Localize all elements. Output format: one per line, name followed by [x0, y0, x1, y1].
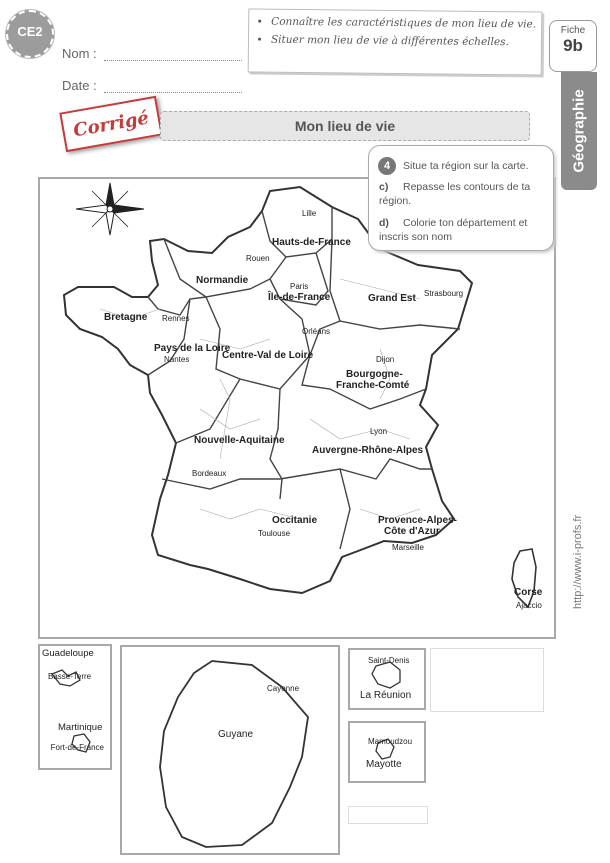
mayotte-map-frame	[348, 721, 426, 783]
fiche-label: Fiche	[560, 25, 586, 36]
city-label: Ajaccio	[516, 601, 542, 610]
city-label: Strasbourg	[424, 289, 464, 298]
city-label: Basse-Terre	[48, 672, 92, 681]
corrige-stamp	[59, 96, 162, 152]
region-label: Normandie	[196, 275, 249, 286]
region-label: Nouvelle-Aquitaine	[194, 435, 285, 446]
territory-label: Martinique	[58, 722, 103, 733]
city-label: Orléans	[302, 327, 331, 336]
antilles-map-frame	[38, 644, 112, 770]
city-label: Rouen	[246, 254, 270, 263]
city-label: Mamoudzou	[368, 737, 413, 746]
objective-item: • Connaître les caractéristiques de mon lieu de vie.	[271, 16, 541, 31]
region-label: Provence-Alpes-	[378, 515, 457, 526]
level-badge: CE2	[6, 10, 54, 58]
region-label: Centre-Val de Loire	[222, 350, 314, 361]
region-label: Corse	[514, 587, 543, 598]
region-label: Occitanie	[272, 515, 318, 526]
instruction-item: Situe ta région sur la carte.	[403, 160, 529, 172]
region-label: Île-de-France	[268, 292, 331, 303]
territory-label: Guyane	[218, 729, 254, 740]
reunion-outline	[372, 662, 400, 688]
fiche-number: 9b	[563, 36, 583, 55]
empty-frame	[430, 648, 544, 712]
website-url: http://www.i-profs.fr	[572, 514, 584, 609]
subject-tab	[561, 72, 597, 190]
compass-rose-icon	[76, 183, 144, 235]
city-label: Rennes	[162, 314, 190, 323]
region-label: Côte d'Azur	[384, 526, 440, 537]
territory-label: Mayotte	[366, 759, 402, 770]
date-label: Date :	[62, 78, 97, 93]
city-label: Saint-Denis	[368, 656, 410, 665]
region-label: Grand Est	[368, 293, 416, 304]
instruction-item: c) Repasse les contours de ta région.	[379, 181, 531, 207]
name-field[interactable]	[104, 48, 242, 61]
region-label: Hauts-de-France	[272, 237, 351, 248]
region-label: Pays de la Loire	[154, 343, 231, 354]
city-label: Marseille	[392, 543, 425, 552]
objectives-note	[248, 8, 543, 75]
fiche-box	[549, 20, 597, 72]
city-label: Nantes	[164, 355, 190, 364]
corrige-text: Corrigé	[71, 107, 151, 141]
city-label: Cayenne	[267, 684, 300, 693]
objective-item: • Situer mon lieu de vie à différentes échelles.	[271, 34, 541, 49]
city-label: Fort-de-France	[50, 743, 104, 752]
date-field[interactable]	[104, 80, 242, 93]
subject-label: Géographie	[570, 89, 588, 173]
reunion-map-frame	[348, 648, 426, 710]
city-label: Paris	[290, 282, 309, 291]
region-label: Auvergne-Rhône-Alpes	[312, 445, 424, 456]
region-label: Franche-Comté	[336, 380, 410, 391]
page-title: Mon lieu de vie	[160, 111, 530, 141]
region-label: Bourgogne-	[346, 369, 403, 380]
corsica-outline	[512, 549, 536, 607]
guyane-map-frame	[120, 645, 340, 855]
name-label: Nom :	[62, 46, 97, 61]
city-label: Lyon	[370, 427, 388, 436]
territory-label: Guadeloupe	[42, 648, 94, 659]
territory-label: La Réunion	[360, 690, 412, 701]
region-label: Bretagne	[104, 312, 148, 323]
city-label: Toulouse	[258, 529, 291, 538]
exercise-number-badge: 4	[378, 157, 396, 175]
city-label: Bordeaux	[192, 469, 227, 478]
instruction-item: d) Colorie ton département et inscris son nom	[379, 217, 528, 243]
city-label: Dijon	[376, 355, 395, 364]
instructions-box	[368, 145, 554, 251]
city-label: Lille	[302, 209, 317, 218]
empty-frame	[348, 806, 428, 824]
